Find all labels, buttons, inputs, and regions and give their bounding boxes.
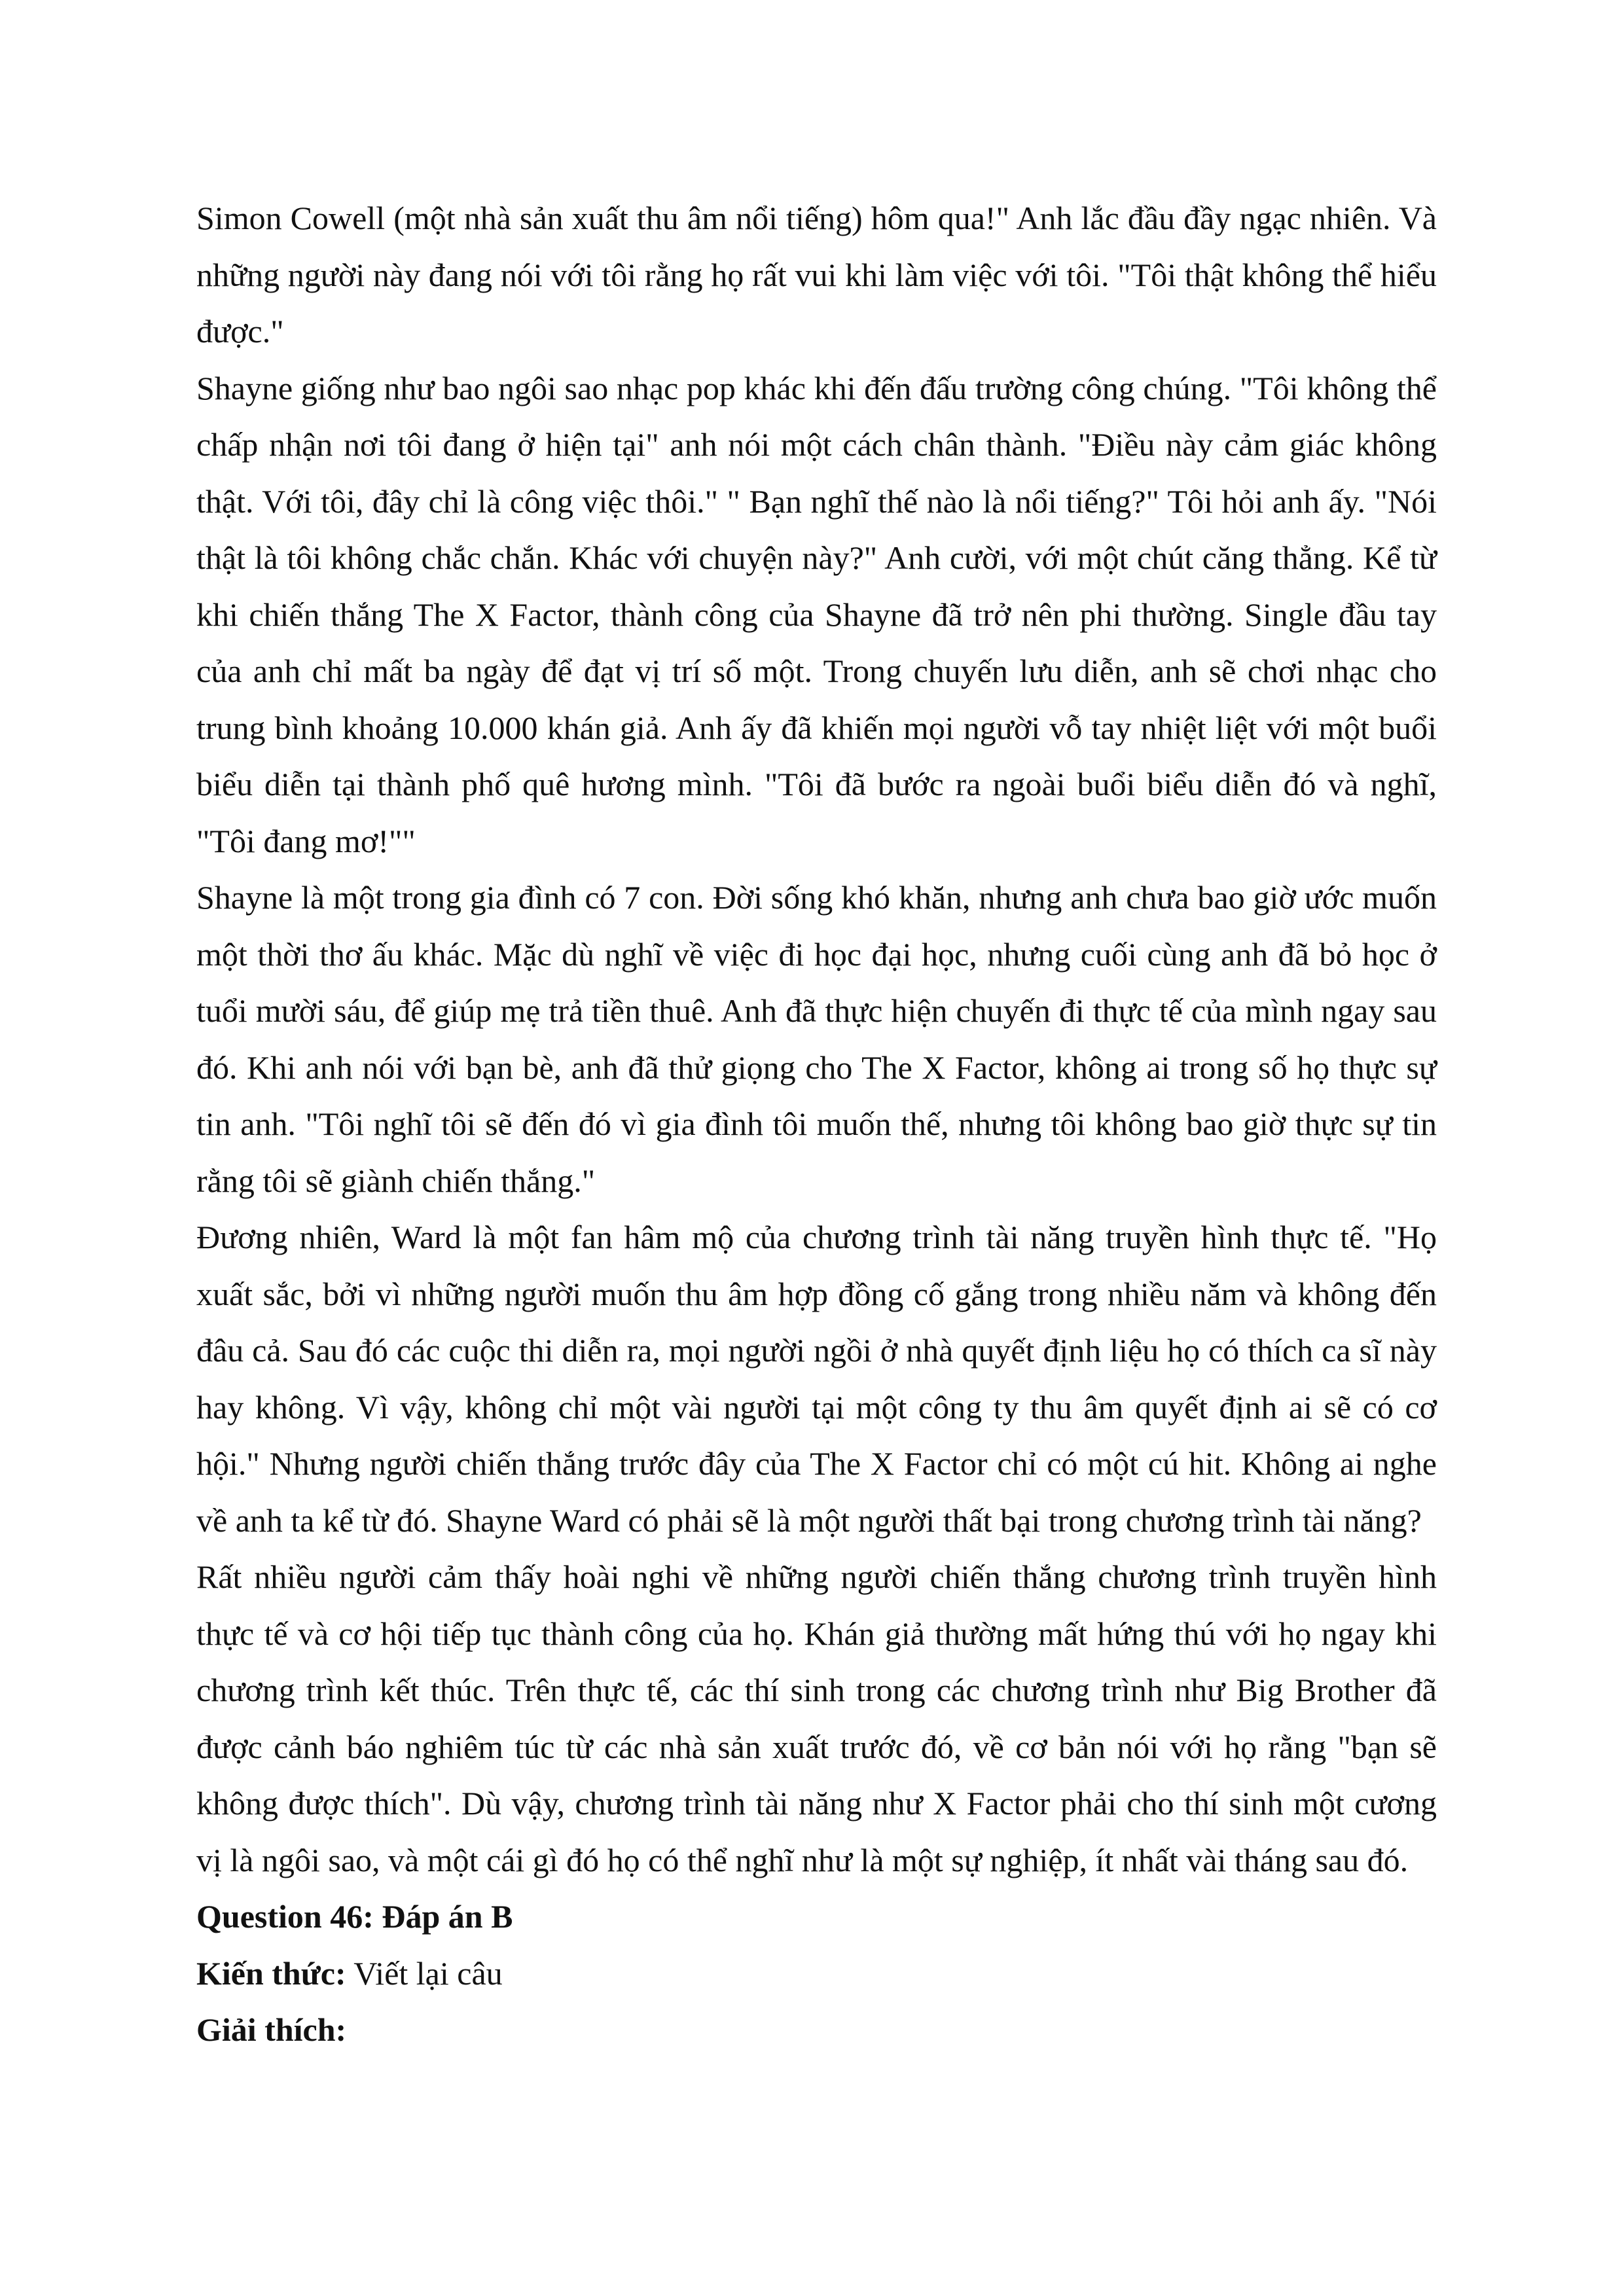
knowledge-line [196, 1945, 1437, 2002]
paragraph-3: Shayne là một trong gia đình có 7 con. Đời sống khó khăn, nhưng anh chưa bao giờ ước muốn một thời thơ ấu khác. Mặc dù nghĩ về việc đi học đại học, nhưng cuối cùng anh đã bỏ học ở tuổi mười sáu, để giúp mẹ trả tiền thuê. Anh đã thực hiện chuyến đi thực tế của mình ngay sau đó. Khi anh nói với bạn bè, anh đã thử giọng cho The X Factor, không ai trong số họ thực sự tin anh. "Tôi nghĩ tôi sẽ đến đó vì gia đình tôi muốn thế, nhưng tôi không bao giờ thực sự tin rằng tôi sẽ giành chiến thắng." [196, 879, 1437, 1199]
knowledge-label: Kiến thức: [196, 1954, 346, 1992]
paragraph-5: Rất nhiều người cảm thấy hoài nghi về những người chiến thắng chương trình truyền hình thực tế và cơ hội tiếp tục thành công của họ. Khán giả thường mất hứng thú với họ ngay khi chương trình kết thúc. Trên thực tế, các thí sinh trong các chương trình như Big Brother đã được cảnh báo nghiêm túc từ các nhà sản xuất trước đó, về cơ bản nói với họ rằng "bạn sẽ không được thích". Dù vậy, chương trình tài năng như X Factor phải cho thí sinh một cương vị là ngôi sao, và một cái gì đó họ có thể nghĩ như là một sự nghiệp, ít nhất vài tháng sau đó. [196, 1558, 1437, 1878]
knowledge-value: Viết lại câu [346, 1954, 503, 1992]
explanation-label: Giải thích: [196, 2011, 347, 2048]
paragraph-2: Shayne giống như bao ngôi sao nhạc pop khác khi đến đấu trường công chúng. "Tôi không thể chấp nhận nơi tôi đang ở hiện tại" anh nói một cách chân thành. "Điều này cảm giác không thật. Với tôi, đây chỉ là công việc thôi." " Bạn nghĩ thế nào là nổi tiếng?" Tôi hỏi anh ấy. "Nói thật là tôi không chắc chắn. Khác với chuyện này?" Anh cười, với một chút căng thẳng. Kể từ khi chiến thắng The X Factor, thành công của Shayne đã trở nên phi thường. Single đầu tay của anh chỉ mất ba ngày để đạt vị trí số một. Trong chuyến lưu diễn, anh sẽ chơi nhạc cho trung bình khoảng 10.000 khán giả. Anh ấy đã khiến mọi người vỗ tay nhiệt liệt với một buổi biểu diễn tại thành phố quê hương mình. "Tôi đã bước ra ngoài buổi biểu diễn đó và nghĩ, "Tôi đang mơ!"" [196, 369, 1437, 859]
question-heading: Question 46: Đáp án B [196, 1898, 513, 1935]
paragraph-1: Simon Cowell (một nhà sản xuất thu âm nổi tiếng) hôm qua!" Anh lắc đầu đầy ngạc nhiên. Và những người này đang nói với tôi rằng họ rất vui khi làm việc với tôi. "Tôi thật không thể hiểu được." [196, 200, 1437, 350]
paragraph-4: Đương nhiên, Ward là một fan hâm mộ của chương trình tài năng truyền hình thực tế. "Họ xuất sắc, bởi vì những người muốn thu âm hợp đồng cố gắng trong nhiều năm và không đến đâu cả. Sau đó các cuộc thi diễn ra, mọi người ngồi ở nhà quyết định liệu họ có thích ca sĩ này hay không. Vì vậy, không chỉ một vài người tại một công ty thu âm quyết định ai sẽ có cơ hội." Nhưng người chiến thắng trước đây của The X Factor chỉ có một cú hit. Không ai nghe về anh ta kể từ đó. Shayne Ward có phải sẽ là một người thất bại trong chương trình tài năng? [196, 1219, 1437, 1539]
document-page [196, 190, 1437, 2058]
